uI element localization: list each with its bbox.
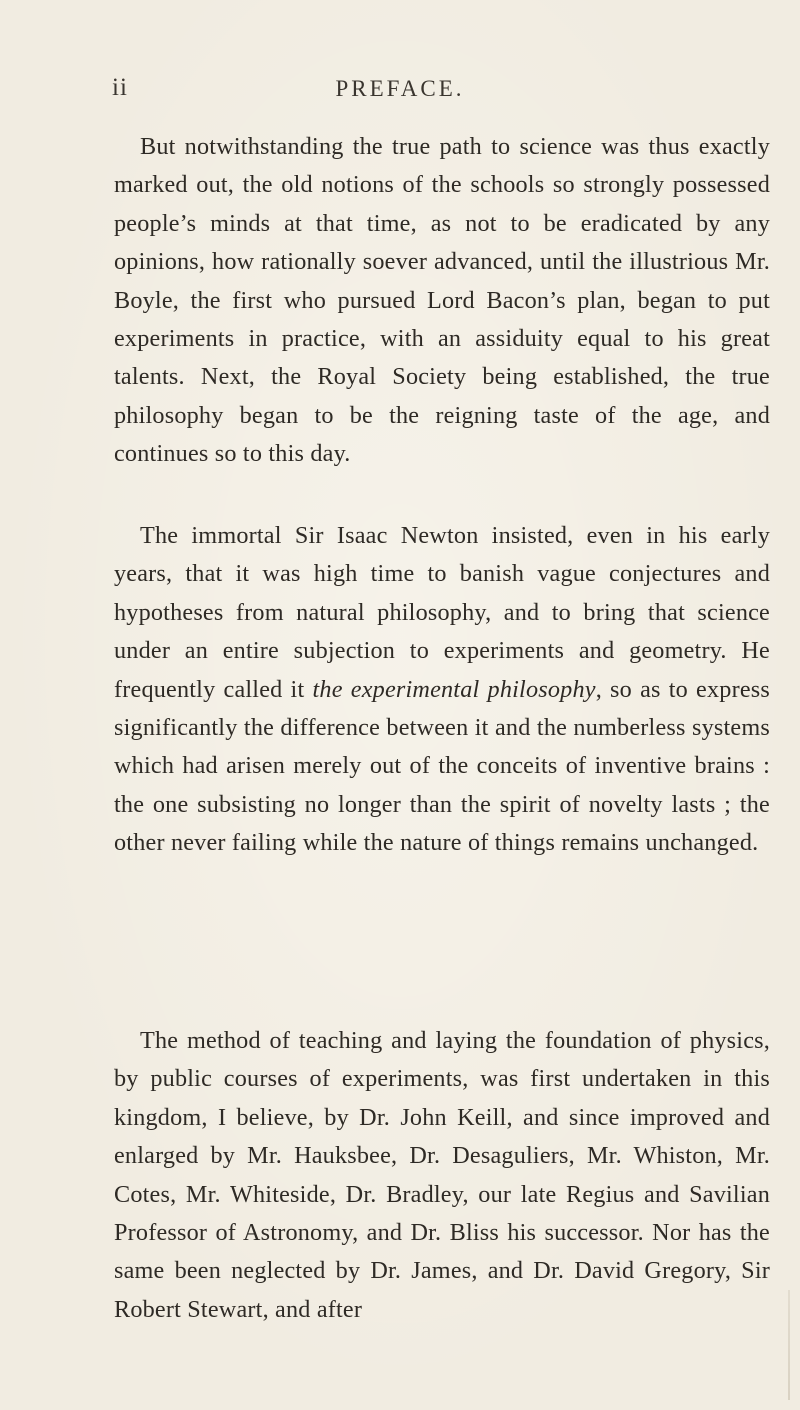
italic-phrase: the experimental philosophy [312,675,596,703]
paragraph-1: But notwithstanding the true path to science was thus exactly marked out, the old notions of the schools so strongly possessed people’s minds at that time, as not to be eradicated by any opinions, how rationally soever advanced, until the illustrious Mr. Boyle, the first who pursued Lord Bacon’s plan, began to put experiments in practice, with an assiduity equal to his great talents. Next, the Royal Society being established, the true philosophy began to be the reigning taste of the age, and continues so to this day. [114,133,770,468]
page-number: ii [112,74,128,101]
page-edge-mark [788,1290,790,1400]
running-head: PREFACE. [335,76,465,101]
page-header [0,74,800,114]
paragraph-2 [114,517,770,863]
paragraph-3: The method of teaching and laying the foundation of physics, by public courses of experiments, was first undertaken in this kingdom, I believe, by Dr. John Keill, and since improved and enlarged by Mr. Hauksbee, Dr. Desaguliers, Mr. Whiston, Mr. Cotes, Mr. Whiteside, Dr. Bradley, our late Regius and Savilian Professor of Astronomy, and Dr. Bliss his successor. Nor has the same been neglected by Dr. James, and Dr. David Gregory, Sir Robert Stewart, and after [114,1027,770,1323]
paragraph-2-text-before: The immortal Sir Isaac Newton insisted, even in his early years, that it was high time to banish vague conjectures and hypotheses from natural philosophy, and to bring that science under an entire subjection to experiments and geometry. He frequently called it [114,522,770,703]
paragraph-2-text-after: , so as to express significantly the difference between it and the numberless systems which had arisen merely out of the conceits of inventive brains : the one subsisting no longer than the spirit of novelty lasts ; the other never failing while the nature of things remains unchanged. [114,675,770,857]
